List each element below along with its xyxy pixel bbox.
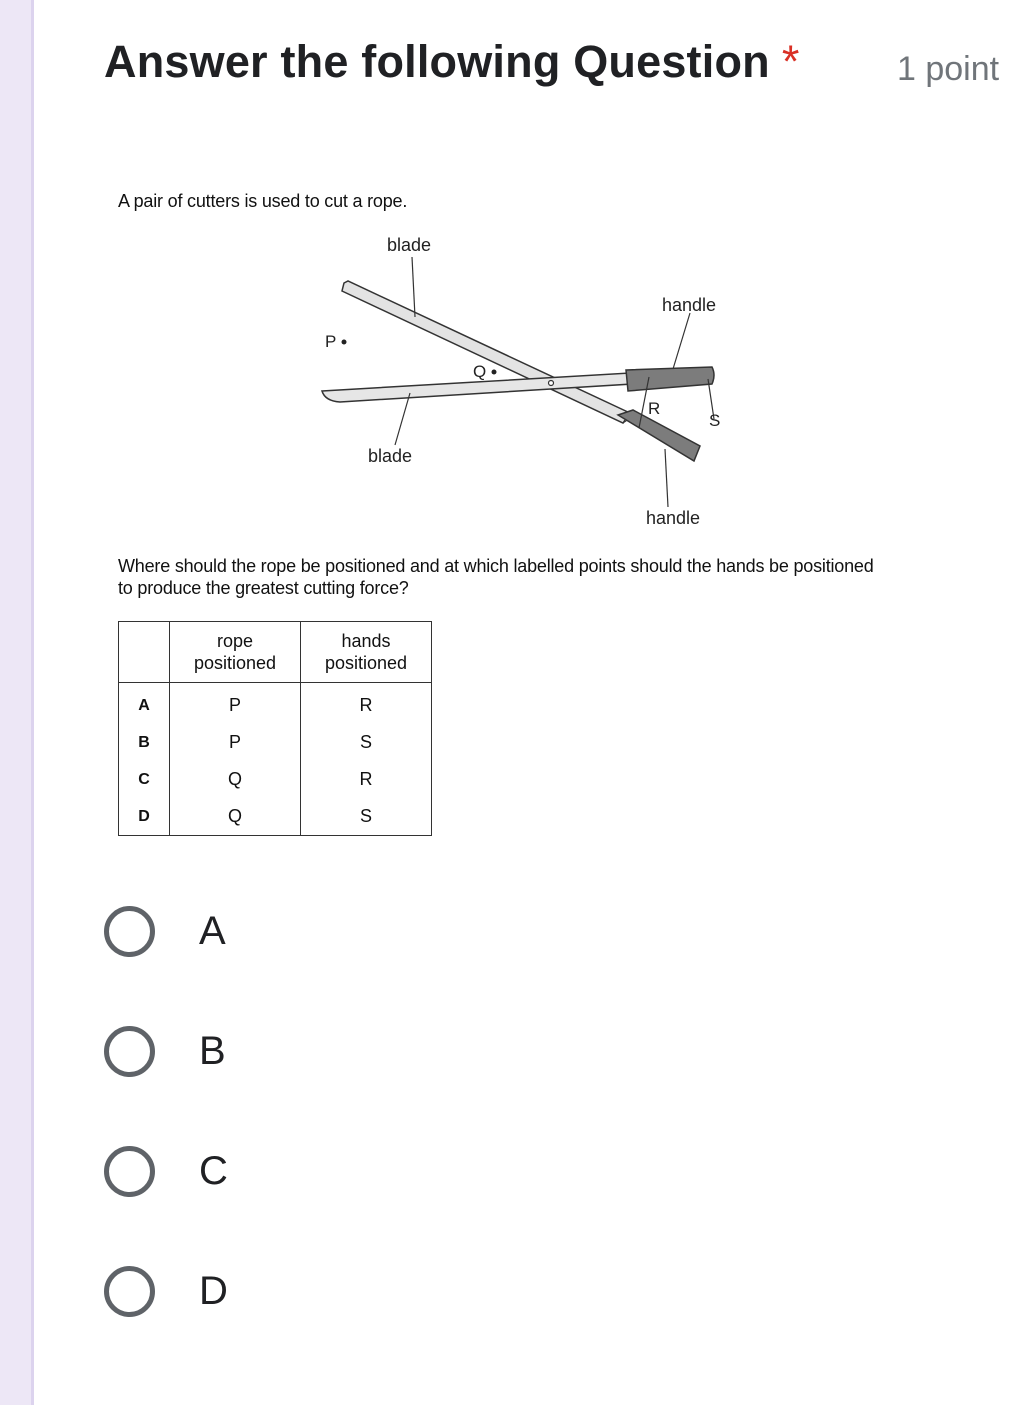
label-handle-bottom: handle xyxy=(646,508,701,528)
option-d[interactable] xyxy=(104,1261,228,1321)
label-point-p: P xyxy=(325,332,337,351)
point-q-dot xyxy=(492,370,497,375)
answer-table xyxy=(118,621,432,836)
table-row-letter: B xyxy=(119,724,170,761)
table-row-hands: R xyxy=(301,761,432,798)
leader-line-handle-top xyxy=(673,313,690,369)
form-side-strip xyxy=(0,0,31,1405)
table-row-letter: A xyxy=(119,683,170,725)
table-header-hands-line1: hands xyxy=(341,631,391,651)
label-blade-top: blade xyxy=(387,235,432,255)
required-asterisk: * xyxy=(781,36,800,87)
option-label-d: D xyxy=(199,1268,228,1313)
option-label-b: B xyxy=(199,1028,226,1073)
table-row-letter: D xyxy=(119,798,170,836)
table-row xyxy=(119,724,432,761)
radio-button-b[interactable] xyxy=(104,1026,155,1077)
option-a[interactable] xyxy=(104,901,226,961)
table-row-letter: C xyxy=(119,761,170,798)
table-row-rope: Q xyxy=(170,761,301,798)
label-handle-top: handle xyxy=(662,295,717,315)
table-row-hands: S xyxy=(301,798,432,836)
table-row-rope: P xyxy=(170,683,301,725)
table-row xyxy=(119,761,432,798)
table-header-empty xyxy=(119,622,170,683)
leader-line-blade-top xyxy=(412,257,415,317)
table-row-hands: S xyxy=(301,724,432,761)
option-c[interactable] xyxy=(104,1141,228,1201)
table-row-rope: P xyxy=(170,724,301,761)
label-point-r: R xyxy=(648,399,661,418)
option-label-c: C xyxy=(199,1148,228,1193)
cutters-diagram xyxy=(300,225,760,535)
option-label-a: A xyxy=(199,908,226,953)
question-prompt-line1: Where should the rope be positioned and at which labelled points should the hands be positioned xyxy=(118,556,874,576)
radio-button-d[interactable] xyxy=(104,1266,155,1317)
table-header-hands xyxy=(301,622,432,683)
table-row xyxy=(119,683,432,725)
table-row-hands: R xyxy=(301,683,432,725)
question-intro: A pair of cutters is used to cut a rope. xyxy=(118,191,408,211)
radio-button-c[interactable] xyxy=(104,1146,155,1197)
pivot-icon xyxy=(549,381,554,386)
question-prompt-line2: to produce the greatest cutting force? xyxy=(118,578,409,598)
label-point-q: Q xyxy=(473,362,487,381)
option-b[interactable] xyxy=(104,1021,226,1081)
label-blade-bottom: blade xyxy=(368,446,413,466)
leader-line-blade-bottom xyxy=(395,393,410,445)
label-point-s: S xyxy=(709,411,721,430)
blade-rear xyxy=(342,281,630,423)
table-row-rope: Q xyxy=(170,798,301,836)
table-header-rope-line1: rope xyxy=(216,631,254,651)
table-header-rope-line2: positioned xyxy=(193,653,277,673)
table-header-hands-line2: positioned xyxy=(324,653,408,673)
table-row xyxy=(119,798,432,836)
question-title-text: Answer the following Question xyxy=(104,36,770,87)
radio-button-a[interactable] xyxy=(104,906,155,957)
question-title xyxy=(104,36,800,88)
handle-upper xyxy=(626,367,714,391)
answer-table-header xyxy=(119,622,432,683)
leader-line-handle-bottom xyxy=(665,449,668,507)
question-points: 1 point xyxy=(897,50,1000,88)
point-p-dot xyxy=(342,340,347,345)
table-header-rope xyxy=(170,622,301,683)
